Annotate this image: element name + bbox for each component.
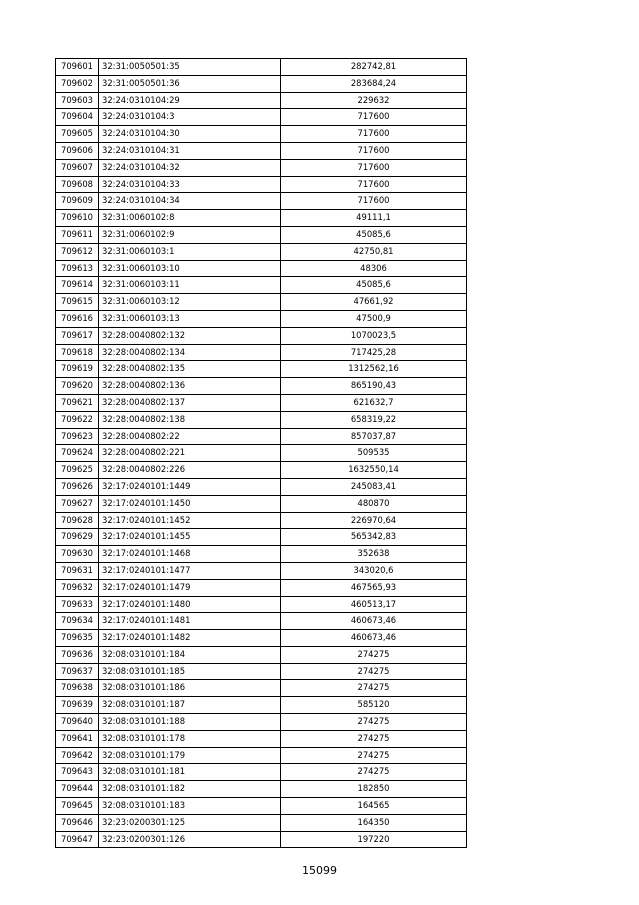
cadastral-value-cell: 274275 bbox=[281, 714, 467, 731]
cadastral-number-cell: 32:17:0240101:1480 bbox=[99, 596, 281, 613]
cadastral-value-cell: 565342,83 bbox=[281, 529, 467, 546]
table-row bbox=[56, 579, 467, 596]
cadastral-value-cell: 857037,87 bbox=[281, 428, 467, 445]
cadastral-number-cell: 32:31:0050501:35 bbox=[99, 59, 281, 76]
row-number-cell: 709639 bbox=[56, 697, 99, 714]
cadastral-number-cell: 32:24:0310104:30 bbox=[99, 126, 281, 143]
table-row bbox=[56, 596, 467, 613]
row-number-cell: 709625 bbox=[56, 462, 99, 479]
row-number-cell: 709638 bbox=[56, 680, 99, 697]
cadastral-value-cell: 343020,6 bbox=[281, 562, 467, 579]
cadastral-number-cell: 32:31:0060103:11 bbox=[99, 277, 281, 294]
cadastral-value-cell: 47500,9 bbox=[281, 310, 467, 327]
cadastral-value-cell: 352638 bbox=[281, 546, 467, 563]
table-row bbox=[56, 92, 467, 109]
cadastral-number-cell: 32:31:0060102:9 bbox=[99, 226, 281, 243]
row-number-cell: 709623 bbox=[56, 428, 99, 445]
table-row bbox=[56, 462, 467, 479]
row-number-cell: 709601 bbox=[56, 59, 99, 76]
cadastral-value-cell: 45085,6 bbox=[281, 226, 467, 243]
table-row bbox=[56, 142, 467, 159]
cadastral-value-cell: 49111,1 bbox=[281, 210, 467, 227]
cadastral-value-cell: 245083,41 bbox=[281, 478, 467, 495]
table-row bbox=[56, 478, 467, 495]
page-number: 15099 bbox=[302, 864, 337, 877]
table-row bbox=[56, 495, 467, 512]
cadastral-value-cell: 1070023,5 bbox=[281, 327, 467, 344]
row-number-cell: 709616 bbox=[56, 310, 99, 327]
cadastral-value-cell: 621632,7 bbox=[281, 394, 467, 411]
cadastral-value-cell: 274275 bbox=[281, 680, 467, 697]
table-row bbox=[56, 159, 467, 176]
cadastral-number-cell: 32:17:0240101:1468 bbox=[99, 546, 281, 563]
cadastral-number-cell: 32:24:0310104:29 bbox=[99, 92, 281, 109]
table-row bbox=[56, 310, 467, 327]
row-number-cell: 709631 bbox=[56, 562, 99, 579]
cadastral-number-cell: 32:28:0040802:134 bbox=[99, 344, 281, 361]
cadastral-value-cell: 480870 bbox=[281, 495, 467, 512]
row-number-cell: 709636 bbox=[56, 646, 99, 663]
cadastral-value-cell: 460513,17 bbox=[281, 596, 467, 613]
cadastral-number-cell: 32:31:0060103:13 bbox=[99, 310, 281, 327]
table-row bbox=[56, 680, 467, 697]
cadastral-number-cell: 32:28:0040802:22 bbox=[99, 428, 281, 445]
table-row bbox=[56, 344, 467, 361]
row-number-cell: 709617 bbox=[56, 327, 99, 344]
table-body bbox=[56, 59, 467, 848]
cadastral-value-cell: 717600 bbox=[281, 176, 467, 193]
row-number-cell: 709608 bbox=[56, 176, 99, 193]
cadastral-number-cell: 32:08:0310101:182 bbox=[99, 781, 281, 798]
cadastral-number-cell: 32:28:0040802:226 bbox=[99, 462, 281, 479]
cadastral-value-cell: 274275 bbox=[281, 663, 467, 680]
row-number-cell: 709621 bbox=[56, 394, 99, 411]
row-number-cell: 709642 bbox=[56, 747, 99, 764]
cadastral-number-cell: 32:28:0040802:136 bbox=[99, 378, 281, 395]
cadastral-value-cell: 274275 bbox=[281, 646, 467, 663]
cadastral-value-cell: 1632550,14 bbox=[281, 462, 467, 479]
cadastral-number-cell: 32:17:0240101:1449 bbox=[99, 478, 281, 495]
table-row bbox=[56, 546, 467, 563]
cadastral-number-cell: 32:23:0200301:126 bbox=[99, 831, 281, 848]
table-row bbox=[56, 747, 467, 764]
cadastral-number-cell: 32:08:0310101:188 bbox=[99, 714, 281, 731]
cadastral-value-cell: 460673,46 bbox=[281, 630, 467, 647]
cadastral-number-cell: 32:17:0240101:1455 bbox=[99, 529, 281, 546]
cadastral-value-cell: 283684,24 bbox=[281, 75, 467, 92]
cadastral-number-cell: 32:24:0310104:32 bbox=[99, 159, 281, 176]
table-row bbox=[56, 512, 467, 529]
row-number-cell: 709643 bbox=[56, 764, 99, 781]
table-row bbox=[56, 814, 467, 831]
cadastral-value-cell: 509535 bbox=[281, 445, 467, 462]
row-number-cell: 709603 bbox=[56, 92, 99, 109]
cadastral-number-cell: 32:08:0310101:178 bbox=[99, 730, 281, 747]
cadastral-number-cell: 32:28:0040802:138 bbox=[99, 411, 281, 428]
row-number-cell: 709629 bbox=[56, 529, 99, 546]
table-row bbox=[56, 378, 467, 395]
cadastral-value-cell: 182850 bbox=[281, 781, 467, 798]
table-row bbox=[56, 764, 467, 781]
cadastral-value-cell: 274275 bbox=[281, 747, 467, 764]
row-number-cell: 709610 bbox=[56, 210, 99, 227]
cadastral-value-cell: 658319,22 bbox=[281, 411, 467, 428]
table-row bbox=[56, 781, 467, 798]
row-number-cell: 709633 bbox=[56, 596, 99, 613]
cadastral-number-cell: 32:08:0310101:181 bbox=[99, 764, 281, 781]
cadastral-value-cell: 47661,92 bbox=[281, 294, 467, 311]
cadastral-number-cell: 32:24:0310104:31 bbox=[99, 142, 281, 159]
cadastral-value-cell: 460673,46 bbox=[281, 613, 467, 630]
row-number-cell: 709620 bbox=[56, 378, 99, 395]
cadastral-number-cell: 32:17:0240101:1479 bbox=[99, 579, 281, 596]
table-row bbox=[56, 714, 467, 731]
cadastral-value-cell: 717600 bbox=[281, 193, 467, 210]
cadastral-value-cell: 229632 bbox=[281, 92, 467, 109]
table-row bbox=[56, 361, 467, 378]
row-number-cell: 709614 bbox=[56, 277, 99, 294]
row-number-cell: 709647 bbox=[56, 831, 99, 848]
table-row bbox=[56, 126, 467, 143]
table-row bbox=[56, 226, 467, 243]
table-row bbox=[56, 798, 467, 815]
cadastral-value-cell: 717425,28 bbox=[281, 344, 467, 361]
table-row bbox=[56, 294, 467, 311]
cadastral-value-cell: 585120 bbox=[281, 697, 467, 714]
table-row bbox=[56, 75, 467, 92]
cadastral-number-cell: 32:31:0050501:36 bbox=[99, 75, 281, 92]
cadastral-number-cell: 32:17:0240101:1450 bbox=[99, 495, 281, 512]
row-number-cell: 709630 bbox=[56, 546, 99, 563]
row-number-cell: 709637 bbox=[56, 663, 99, 680]
cadastral-number-cell: 32:08:0310101:185 bbox=[99, 663, 281, 680]
cadastral-number-cell: 32:08:0310101:184 bbox=[99, 646, 281, 663]
row-number-cell: 709618 bbox=[56, 344, 99, 361]
row-number-cell: 709635 bbox=[56, 630, 99, 647]
cadastral-value-cell: 467565,93 bbox=[281, 579, 467, 596]
cadastral-number-cell: 32:24:0310104:34 bbox=[99, 193, 281, 210]
table-row bbox=[56, 613, 467, 630]
table-row bbox=[56, 327, 467, 344]
cadastral-number-cell: 32:08:0310101:179 bbox=[99, 747, 281, 764]
cadastral-number-cell: 32:17:0240101:1452 bbox=[99, 512, 281, 529]
cadastral-value-cell: 164565 bbox=[281, 798, 467, 815]
cadastral-number-cell: 32:17:0240101:1477 bbox=[99, 562, 281, 579]
cadastral-value-cell: 717600 bbox=[281, 159, 467, 176]
row-number-cell: 709628 bbox=[56, 512, 99, 529]
row-number-cell: 709613 bbox=[56, 260, 99, 277]
table-row bbox=[56, 445, 467, 462]
table-row bbox=[56, 243, 467, 260]
table-row bbox=[56, 210, 467, 227]
cadastral-number-cell: 32:31:0060102:8 bbox=[99, 210, 281, 227]
cadastral-number-cell: 32:28:0040802:137 bbox=[99, 394, 281, 411]
table-row bbox=[56, 630, 467, 647]
cadastral-value-cell: 282742,81 bbox=[281, 59, 467, 76]
cadastral-number-cell: 32:08:0310101:183 bbox=[99, 798, 281, 815]
cadastral-value-cell: 717600 bbox=[281, 126, 467, 143]
table-row bbox=[56, 394, 467, 411]
row-number-cell: 709605 bbox=[56, 126, 99, 143]
row-number-cell: 709602 bbox=[56, 75, 99, 92]
table-row bbox=[56, 411, 467, 428]
table-row bbox=[56, 831, 467, 848]
cadastral-number-cell: 32:31:0060103:10 bbox=[99, 260, 281, 277]
cadastral-number-cell: 32:17:0240101:1482 bbox=[99, 630, 281, 647]
cadastral-number-cell: 32:17:0240101:1481 bbox=[99, 613, 281, 630]
cadastral-value-cell: 274275 bbox=[281, 764, 467, 781]
cadastral-value-cell: 274275 bbox=[281, 730, 467, 747]
row-number-cell: 709644 bbox=[56, 781, 99, 798]
table-row bbox=[56, 562, 467, 579]
row-number-cell: 709626 bbox=[56, 478, 99, 495]
row-number-cell: 709634 bbox=[56, 613, 99, 630]
row-number-cell: 709622 bbox=[56, 411, 99, 428]
row-number-cell: 709607 bbox=[56, 159, 99, 176]
cadastral-number-cell: 32:28:0040802:132 bbox=[99, 327, 281, 344]
cadastral-value-cell: 164350 bbox=[281, 814, 467, 831]
row-number-cell: 709606 bbox=[56, 142, 99, 159]
row-number-cell: 709604 bbox=[56, 109, 99, 126]
cadastral-number-cell: 32:28:0040802:221 bbox=[99, 445, 281, 462]
table-row bbox=[56, 193, 467, 210]
cadastral-value-cell: 197220 bbox=[281, 831, 467, 848]
row-number-cell: 709641 bbox=[56, 730, 99, 747]
cadastral-value-cell: 226970,64 bbox=[281, 512, 467, 529]
table-row bbox=[56, 260, 467, 277]
row-number-cell: 709645 bbox=[56, 798, 99, 815]
cadastral-value-cell: 45085,6 bbox=[281, 277, 467, 294]
row-number-cell: 709612 bbox=[56, 243, 99, 260]
cadastral-value-table bbox=[55, 58, 467, 848]
row-number-cell: 709609 bbox=[56, 193, 99, 210]
table-row bbox=[56, 109, 467, 126]
cadastral-number-cell: 32:24:0310104:33 bbox=[99, 176, 281, 193]
row-number-cell: 709627 bbox=[56, 495, 99, 512]
table-row bbox=[56, 697, 467, 714]
row-number-cell: 709646 bbox=[56, 814, 99, 831]
cadastral-value-cell: 717600 bbox=[281, 109, 467, 126]
row-number-cell: 709611 bbox=[56, 226, 99, 243]
row-number-cell: 709619 bbox=[56, 361, 99, 378]
cadastral-number-cell: 32:28:0040802:135 bbox=[99, 361, 281, 378]
cadastral-number-cell: 32:08:0310101:186 bbox=[99, 680, 281, 697]
cadastral-value-cell: 717600 bbox=[281, 142, 467, 159]
cadastral-value-cell: 48306 bbox=[281, 260, 467, 277]
table-row bbox=[56, 529, 467, 546]
cadastral-number-cell: 32:23:0200301:125 bbox=[99, 814, 281, 831]
table-row bbox=[56, 663, 467, 680]
row-number-cell: 709632 bbox=[56, 579, 99, 596]
table-row bbox=[56, 176, 467, 193]
cadastral-value-cell: 865190,43 bbox=[281, 378, 467, 395]
table-row bbox=[56, 59, 467, 76]
table-row bbox=[56, 428, 467, 445]
cadastral-number-cell: 32:08:0310101:187 bbox=[99, 697, 281, 714]
row-number-cell: 709624 bbox=[56, 445, 99, 462]
table-row bbox=[56, 730, 467, 747]
row-number-cell: 709640 bbox=[56, 714, 99, 731]
table-row bbox=[56, 646, 467, 663]
cadastral-value-cell: 42750,81 bbox=[281, 243, 467, 260]
cadastral-value-cell: 1312562,16 bbox=[281, 361, 467, 378]
table-row bbox=[56, 277, 467, 294]
cadastral-number-cell: 32:31:0060103:1 bbox=[99, 243, 281, 260]
cadastral-number-cell: 32:24:0310104:3 bbox=[99, 109, 281, 126]
row-number-cell: 709615 bbox=[56, 294, 99, 311]
cadastral-number-cell: 32:31:0060103:12 bbox=[99, 294, 281, 311]
